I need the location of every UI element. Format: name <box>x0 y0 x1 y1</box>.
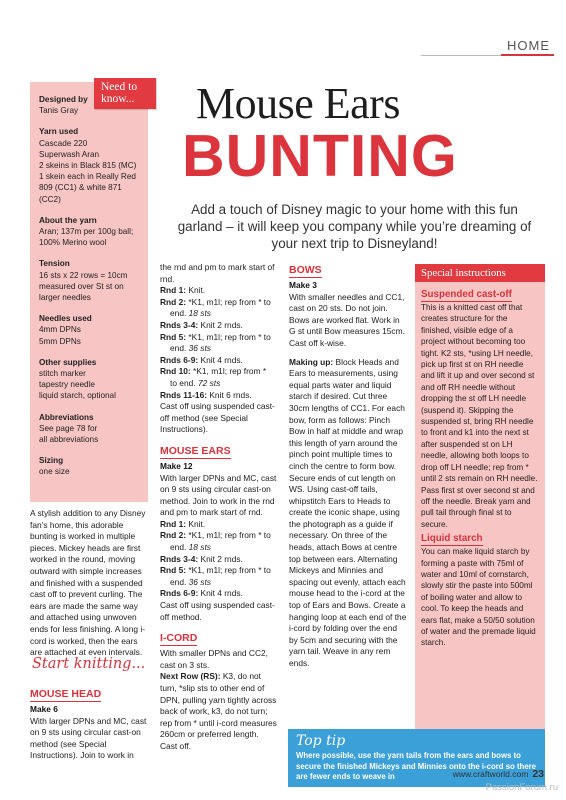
watermark: PassionForum.ru <box>485 782 558 793</box>
round-text: *K1, m1l; rep from * to <box>186 331 271 342</box>
tension-line: larger needles <box>39 293 91 303</box>
round-row <box>160 588 278 600</box>
yarn-used <box>39 126 140 204</box>
sizing-line: one size <box>39 467 70 477</box>
supply-line: liquid starch, optional <box>39 391 116 401</box>
supply-line: tapestry needle <box>39 380 95 390</box>
page-footer <box>453 768 544 780</box>
icord-row-label: Next Row (RS): <box>160 671 221 682</box>
liquid-starch-text: You can make liquid starch by forming a paste with 75ml of water and 10ml of cornstarch, slowly stir the paste into 500ml of boiling water and allow to cool. To keep the heads and ears flat, make a 50/50 solution of water and the premade liquid starch. <box>421 547 536 648</box>
liquid-starch-title: Liquid starch <box>421 533 483 545</box>
round-row <box>160 285 278 297</box>
stitch-count: 18 sts <box>188 542 211 553</box>
yarn-line: Cascade 220 <box>39 138 88 148</box>
round-label: Rnd 2: <box>160 530 187 541</box>
bows-make: Make 3 <box>289 280 317 290</box>
tension <box>39 258 140 303</box>
needle-line: 4mm DPNs <box>39 325 81 335</box>
yarn-line: Superwash Aran <box>39 149 100 159</box>
supplies-heading: Other supplies <box>39 357 97 367</box>
abbreviations <box>39 412 140 446</box>
needles-heading: Needles used <box>39 314 92 324</box>
round-label: Rnd 1: <box>160 285 187 296</box>
special-instructions-box <box>415 264 545 754</box>
abbreviations-line: See page 78 for <box>39 423 98 433</box>
round-row-cont <box>160 542 278 554</box>
mouse-ears-make: Make 12 <box>160 460 193 471</box>
round-label: Rnd 5: <box>160 331 187 342</box>
other-supplies <box>39 357 140 402</box>
page-title-bunting: BUNTING <box>182 123 458 189</box>
designed-by-heading: Designed by <box>39 95 88 104</box>
round-row <box>160 297 278 309</box>
supply-line: stitch marker <box>39 369 86 379</box>
round-row <box>160 332 278 344</box>
about-yarn-line: Aran; 137m per 100g ball; <box>39 227 134 237</box>
standfirst: Add a touch of Disney magic to your home with this fun garland – it will keep you company while you’re dreaming of your next trip to Disneyland! <box>177 202 532 252</box>
suspended-castoff-title: Suspended cast-off <box>421 289 512 300</box>
mouse-ears-text: With larger DPNs and MC, cast on 9 sts using circular cast-on method. Join to work in the rnd and pm to mark start of rnd. <box>160 472 277 518</box>
round-label: Rnd 2: <box>160 296 187 307</box>
tension-heading: Tension <box>39 259 70 269</box>
start-knitting-heading: Start knitting... <box>32 656 146 672</box>
round-text: Knit 6 rnds. <box>207 389 252 400</box>
round-label: Rnds 6-9: <box>160 588 199 599</box>
need-to-know-tag: Need to know... <box>94 78 156 109</box>
stitch-count: 72 sts <box>197 377 221 388</box>
about-yarn <box>39 215 140 249</box>
bows-text: With smaller needles and CC1, cast on 20 sts. Do not join. Bows are worked flat. Work in G st until Bow measures 15cm. Cast off k-wise. <box>289 291 405 348</box>
special-instructions-body <box>415 282 545 649</box>
round-row-cont <box>160 577 278 589</box>
round-label: Rnd 5: <box>160 565 187 576</box>
round-row <box>160 390 278 402</box>
footer-site: www.craftworld.com <box>452 769 529 779</box>
stitch-count: 36 sts <box>188 343 211 354</box>
section-label: HOME <box>501 38 554 56</box>
page-title: Mouse Ears <box>196 79 400 128</box>
intro-paragraph: A stylish addition to any Disney fan’s home, this adorable bunting is worked in multiple pieces. Mickey heads are first worked in the round, moving outward with simple increases and finished with a suspended cast off to prevent curling. The ears are made the same way and attached using unwoven ends for less finishing. A long i-cord is worked, then the ears are attached at even intervals. <box>30 508 146 658</box>
head-continued: the rnd and pm to mark start of rnd. <box>160 262 275 284</box>
pattern-column-2 <box>160 262 278 753</box>
icord-title: I-CORD <box>160 632 198 645</box>
round-text: Knit 4 rnds. <box>198 588 243 599</box>
needles-used <box>39 313 140 347</box>
round-label: Rnds 3-4: <box>160 319 199 330</box>
intro-text <box>30 508 148 659</box>
round-text: end. <box>170 542 189 553</box>
tension-line: 16 sts x 22 rows = 10cm <box>39 270 128 280</box>
stitch-count: 36 sts <box>188 576 211 587</box>
round-label: Rnd 10: <box>160 366 191 377</box>
round-text: Knit. <box>186 285 206 296</box>
round-text: Knit 2 rnds. <box>198 553 243 564</box>
round-text: Knit 4 rnds. <box>198 354 243 365</box>
round-text: Knit 2 rnds. <box>198 319 243 330</box>
yarn-line: 809 (CC1) & white 871 (CC2) <box>39 183 122 204</box>
yarn-line: 1 skein each in Really Red <box>39 172 136 182</box>
abbreviations-heading: Abbreviations <box>39 412 94 422</box>
bows-title: BOWS <box>289 264 322 276</box>
round-label: Rnds 3-4: <box>160 553 199 564</box>
icord-row-text: K3, do not turn, *slip sts to other end of DPN, pulling yarn tightly across back of work, k3, do not turn; rep from * until i-cord measures 260cm or preferred length. <box>160 671 277 740</box>
round-row <box>160 519 278 531</box>
making-up-label: Making up: <box>289 356 334 367</box>
mouse-head-title: MOUSE HEAD <box>30 688 102 700</box>
round-row <box>160 565 278 577</box>
needle-line: 5mm DPNs <box>39 336 81 346</box>
top-tip-text: Where possible, use the yarn tails from the ears and bows to secure the finished Mickeys and Minnies onto the i-cord so there are fewer ends to weave in <box>296 751 537 781</box>
mouse-head-section <box>30 686 148 762</box>
round-text: end. <box>170 308 189 319</box>
round-text: end. <box>170 576 189 587</box>
making-up <box>289 357 407 670</box>
round-text: *K1, m1l; rep from * to <box>186 530 271 541</box>
round-row <box>160 355 278 367</box>
head-castoff: Cast off using suspended cast-off method (see Special Instructions). <box>160 401 275 435</box>
mouse-ears-title: MOUSE EARS <box>160 444 231 457</box>
round-text: Knit. <box>186 518 206 529</box>
round-row-cont <box>160 378 278 390</box>
need-to-know-box <box>30 82 148 502</box>
sizing-heading: Sizing <box>39 456 64 466</box>
round-text: *K1, m1l; rep from * to <box>186 296 271 307</box>
designer-name: Tanis Gray <box>39 106 79 116</box>
round-label: Rnds 6-9: <box>160 354 199 365</box>
mouse-head-text: With larger DPNs and MC, cast on 9 sts using circular cast-on method (see Special Instructions). Join to work in <box>30 715 147 761</box>
round-text: to end. <box>170 377 198 388</box>
icord-row <box>160 671 278 741</box>
round-text: *K1, m1l; rep from * to <box>186 565 271 576</box>
about-yarn-line: 100% Merino wool <box>39 238 107 248</box>
ears-castoff: Cast off using suspended cast-off method. <box>160 600 275 622</box>
round-text: end. <box>170 343 189 354</box>
round-row-cont <box>160 308 278 320</box>
yarn-line: 2 skeins in Black 815 (MC) <box>39 161 137 171</box>
icord-castoff: Cast off. <box>160 740 192 751</box>
abbreviations-line: all abbreviations <box>39 435 99 445</box>
icord-text: With smaller DPNs and CC2, cast on 3 sts. <box>160 648 268 670</box>
round-label: Rnds 11-16: <box>160 389 208 400</box>
page-number: 23 <box>532 768 544 780</box>
round-row <box>160 554 278 566</box>
making-up-text: Block Heads and Ears to measurements, using equal parts water and liquid starch if desired. Cut three 30cm lengths of CC1. For each bow, form as follows: Pinch Bow in half at middle and wrap this length of yarn around the pinch point multiple times to cinch the centre to form bow. Secure ends of cut length on WS. Using cast-off tails, whipstitch Ears to Heads to create the iconic shape, using the photograph as a guide if necessary. On three of the heads, attach Bows at centre top between ears. Alternating Mickeys and Minnies and spacing out evenly, attach each mouse head to the i-cord at the top of Ears and Bows. Create a hanging loop at each end of the i-cord by folding over the end by 5cm and securing with the yarn tail. Weave in any rem ends. <box>289 356 407 668</box>
top-tip-title: Top tip <box>296 733 346 749</box>
stitch-count: 18 sts <box>188 308 211 319</box>
mouse-head-make: Make 6 <box>30 704 58 714</box>
round-row <box>160 320 278 332</box>
round-label: Rnd 1: <box>160 518 187 529</box>
pattern-column-3 <box>289 262 407 670</box>
suspended-castoff-text: This is a knitted cast off that creates structure for the finished, visible edge of a project without becoming too tight. K2 sts, *using LH needle, pick up first st on RH needle and lift it up and over second st and off RH needle without dropping the st off LH needle (suspend it). Skipping the suspended st, bring RH needle to front and k1 into the next st after suspended st on LH needle, allowing both loops to drop off LH needle; rep from * until 2 sts remain on RH needle. Pass first st over second st and off the needle. Break yarn and pull tail through final st to secure. <box>421 303 538 529</box>
about-yarn-heading: About the yarn <box>39 215 97 225</box>
tension-line: measured over St st on <box>39 281 124 291</box>
special-instructions-tag: Special instructions <box>415 264 545 282</box>
round-row <box>160 530 278 542</box>
yarn-used-heading: Yarn used <box>39 127 79 137</box>
sizing <box>39 455 140 477</box>
round-text: *K1, m1l; rep from * <box>190 366 267 377</box>
round-row-cont <box>160 343 278 355</box>
round-row <box>160 366 278 378</box>
